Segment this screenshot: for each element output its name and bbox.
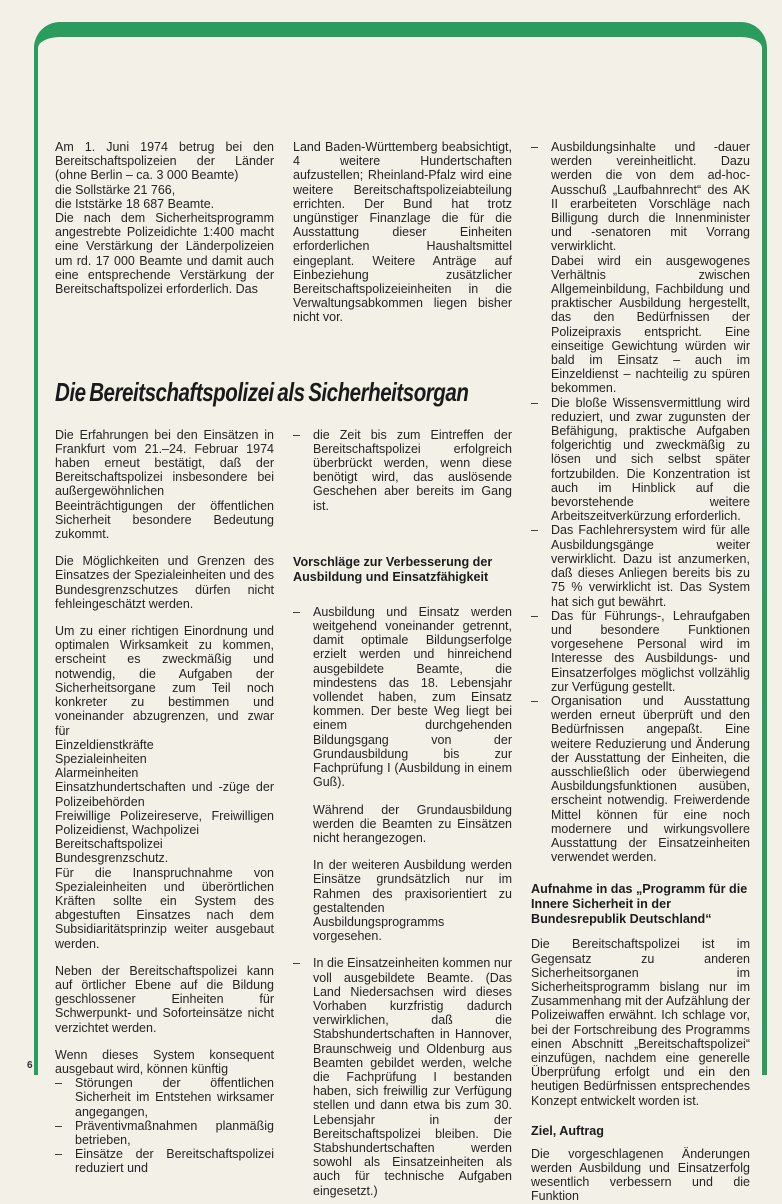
paragraph: Die Erfahrungen bei den Einsätzen in Frankfurt vom 21.–24. Februar 1974 haben erneut bestätigt, daß der Bereitschaftspolizei insbesondere bei außergewöhnlichen Beeinträchtigungen der öffentlichen Sicherheit besondere Bedeutung zukommt. [55, 427, 274, 542]
paragraph: In der weiteren Ausbildung werden Einsätze grundsätzlich nur im Rahmen des praxisorientiert zu gestaltenden Ausbildungsprogramms vorgesehen. [313, 858, 512, 944]
dash-marker: – [531, 693, 538, 708]
paragraph: Die Möglichkeiten und Grenzen des Einsatzes der Spezialeinheiten und des Bundesgrenzschutzes dürfen nicht fehleingeschätzt werden. [55, 554, 274, 611]
article-heading: Die Bereitschaftspolizei als Sicherheitsorgan [55, 376, 469, 407]
dash-item-text: Störungen der öffentlichen Sicherheit im Entstehen wirksamer angegangen, [75, 1076, 274, 1119]
dash-marker: – [55, 1118, 62, 1133]
subheading: Vorschläge zur Verbesserung der Ausbildung und Einsatzfähigkeit [293, 554, 493, 584]
dash-item-text: Einsätze der Bereitschaftspolizei reduziert und [75, 1147, 274, 1176]
dash-marker: – [293, 427, 300, 442]
dash-item [531, 396, 750, 524]
paragraph: die Sollstärke 21 766, [55, 182, 176, 197]
dash-item [55, 1076, 274, 1119]
paragraph: Land Baden-Württemberg beabsichtigt, 4 weitere Hundertschaften aufzustellen; Rheinland-Pfalz wird eine weitere Bereitschaftspolizeiabteilung errichten. Der Bund hat trotz ungünstiger Finanzlage die für die Ausstattung dieser Einheiten erforderlichen Haushaltsmittel eingeplant. Weitere Anträge auf Einbeziehung zusätzlicher Bereitschaftspolizeieinheiten in die Verwaltungsabkommen liegen bisher nicht vor. [293, 140, 512, 325]
dash-marker: – [55, 1076, 62, 1091]
column-article-left [55, 428, 274, 1198]
subheading: Ziel, Auftrag [531, 1123, 604, 1138]
dash-item-text: die Zeit bis zum Eintreffen der Bereitschaftspolizei erfolgreich überbrückt werden, wenn diese benötigt wird, das auslösende Geschehen aber bereits im Gang ist. [313, 427, 512, 513]
dash-marker: – [531, 395, 538, 410]
paragraph: Am 1. Juni 1974 betrug bei den Bereitschaftspolizeien der Länder (ohne Berlin – ca. 3 000 Beamte) [55, 140, 274, 183]
column-top-left [55, 140, 274, 325]
dash-item [293, 956, 512, 1197]
dash-marker: – [531, 140, 538, 154]
paragraph: die Iststärke 18 687 Beamte. [55, 196, 215, 211]
dash-marker: – [531, 523, 538, 538]
article-row [55, 428, 512, 1198]
subheading: Aufnahme in das „Programm für die Innere Sicherheit in der Bundesrepublik Deutschland“ [531, 882, 748, 927]
paragraph: Die nach dem Sicherheitsprogramm angestrebte Polizeidichte 1:400 macht eine Verstärkung der Länderpolizeien um rd. 17 000 Beamte und damit auch eine entsprechende Verstärkung der Bereitschaftspolizei erforderlich. Das [55, 211, 274, 297]
dash-item-text: Ausbildung und Einsatz werden weitgehend voneinander getrennt, damit optimale Bildungserfolge erzielt werden und hinreichend ausgebildete Beamte, die mindestens das 18. Lebensjahr vollendet haben, zum Einsatz kommen. Der beste Weg liegt bei einem durchgehenden Bildungsgang von der Grundausbildung bis zur Fachprüfung I (Ausbildung in einem Guß). [313, 604, 512, 790]
dash-item-text: Ausbildungsinhalte und -dauer werden vereinheitlicht. Dazu werden die von dem ad-hoc-Ausschuß „Laufbahnrecht“ des AK II erarbeiteten Vorschläge nach Billigung durch die Innenminister und -senatoren mit Vorrang verwirklicht. [551, 140, 750, 254]
dash-item-text: Die bloße Wissensvermittlung wird reduziert, und zwar zugunsten der Befähigung, praktische Aufgaben folgerichtig und zweckmäßig zu lösen und sich selbst später fortzubilden. Die Konzentration ist auch im Hinblick auf die bevorstehende weitere Arbeitszeitverkürzung erforderlich. [551, 395, 750, 524]
dash-item-text: Das Fachlehrersystem wird für alle Ausbildungsgänge weiter verwirklicht. Dazu ist anzumerken, daß dieses Anliegen bereits bis zu 75 % verwirklicht ist. Das System hat sich gut bewährt. [551, 523, 750, 609]
dash-item [293, 428, 512, 513]
dash-item [293, 605, 512, 790]
paragraph: Freiwillige Polizeireserve, Freiwilligen Polizeidienst, Wachpolizei [55, 808, 274, 837]
paragraph: Neben der Bereitschaftspolizei kann auf örtlicher Ebene auf die Bildung geschlossener Einheiten für Schwerpunkt- und Soforteinsätze nicht verzichtet werden. [55, 963, 274, 1035]
dash-item-text: Präventivmaßnahmen planmäßig betrieben, [75, 1118, 274, 1147]
dash-item [55, 1119, 274, 1147]
dash-marker: – [293, 956, 300, 971]
column-article-middle [293, 428, 512, 1198]
paragraph: Bundesgrenzschutz. [55, 851, 169, 866]
dash-item-text: Das für Führungs-, Lehraufgaben und besondere Funktionen vorgesehene Personal wird im Interesse des Ausbildungs- und Einsatzerfolges möglichst vollzählig zur Verfügung gestellt. [551, 608, 750, 694]
paragraph: Einsatzhundertschaften und -züge der Polizeibehörden [55, 780, 274, 809]
dash-marker: – [55, 1147, 62, 1162]
paragraph: Für die Inanspruchnahme von Spezialeinheiten und überörtlichen Kräften sollte ein System des abgestuften Einsatzes nach dem Subsidiaritätsprinzip weiter ausgebaut werden. [55, 865, 274, 951]
dash-item [55, 1147, 274, 1175]
paragraph: Dabei wird ein ausgewogenes Verhältnis zwischen Allgemeinbildung, Fachbildung und praktischer Ausbildung hergestellt, das den Bedürfnissen der Polizeipraxis entspricht. Eine einseitige Gewichtung würden wir bald im Einsatz – auch im Einzeldienst – nachteilig zu spüren bekommen. [551, 253, 750, 396]
top-row [55, 140, 512, 325]
page-content [55, 140, 750, 1204]
column-top-middle [293, 140, 512, 325]
paragraph: Spezialeinheiten [55, 751, 147, 766]
paragraph: Während der Grundausbildung werden die Beamten zu Einsätzen nicht herangezogen. [313, 802, 512, 845]
paragraph: Bereitschaftspolizei [55, 837, 163, 852]
dash-item [531, 523, 750, 608]
dash-item [531, 140, 750, 254]
dash-marker: – [531, 608, 538, 623]
dash-marker: – [293, 604, 300, 619]
paragraph: Alarmeinheiten [55, 766, 139, 781]
dash-item-text: In die Einsatzeinheiten kommen nur voll ausgebildete Beamte. (Das Land Niedersachsen wird dieses Vorhaben kurzfristig dadurch verwirklichen, daß die Stabshundertschaften in Hannover, Braunschweig und Oldenburg aus Beamten gebildet werden, welche die Fachprüfung I bestanden haben, sich freiwillig zur Verfügung stellen und dann etwa bis zum 30. Lebensjahr in der Bereitschaftspolizei bleiben. Die Stabshundertschaften werden sowohl als Einsatzeinheiten als auch für technische Aufgaben eingesetzt.) [313, 956, 512, 1198]
column-right [531, 140, 750, 1204]
left-two-columns [55, 140, 512, 1204]
dash-item [531, 609, 750, 694]
paragraph: Um zu einer richtigen Einordnung und optimalen Wirksamkeit zu kommen, erscheint es zweckmäßig und notwendig, die Aufgaben der Sicherheitsorgane zum Teil noch konkreter zu bestimmen und voneinander abzugrenzen, und zwar für [55, 624, 274, 738]
paragraph: Die vorgeschlagenen Änderungen werden Ausbildung und Einsatzerfolg wesentlich verbessern und die Funktion [531, 1146, 750, 1204]
paragraph: Wenn dieses System konsequent ausgebaut wird, können künftig [55, 1047, 274, 1076]
dash-item [531, 694, 750, 864]
paragraph: Einzeldienstkräfte [55, 737, 154, 752]
paragraph: Die Bereitschaftspolizei ist im Gegensatz zu anderen Sicherheitsorganen im Sicherheitsprogramm bislang nur im Zusammenhang mit der Aufzählung der Polizeiwaffen erwähnt. Ich schlage vor, bei der Fortschreibung des Programms einen Abschnitt „Bereitschaftspolizei“ einzufügen, nachdem eine generelle Überprüfung erfolgt und ein den heutigen Bedürfnissen entsprechendes Konzept entwickelt worden ist. [531, 937, 750, 1108]
dash-item-text: Organisation und Ausstattung werden erneut überprüft und den Bedürfnissen angepaßt. Eine weitere Reduzierung und Änderung der Ausstattung der Einheiten, die ausschließlich oder überwiegend Ausbildungsfunktionen ausüben, erscheint notwendig. Freiwerdende Mittel können für eine noch modernere und wirkungsvollere Ausstattung der Einsatzeinheiten verwendet werden. [551, 693, 750, 865]
page-number: 6 [27, 1060, 33, 1071]
